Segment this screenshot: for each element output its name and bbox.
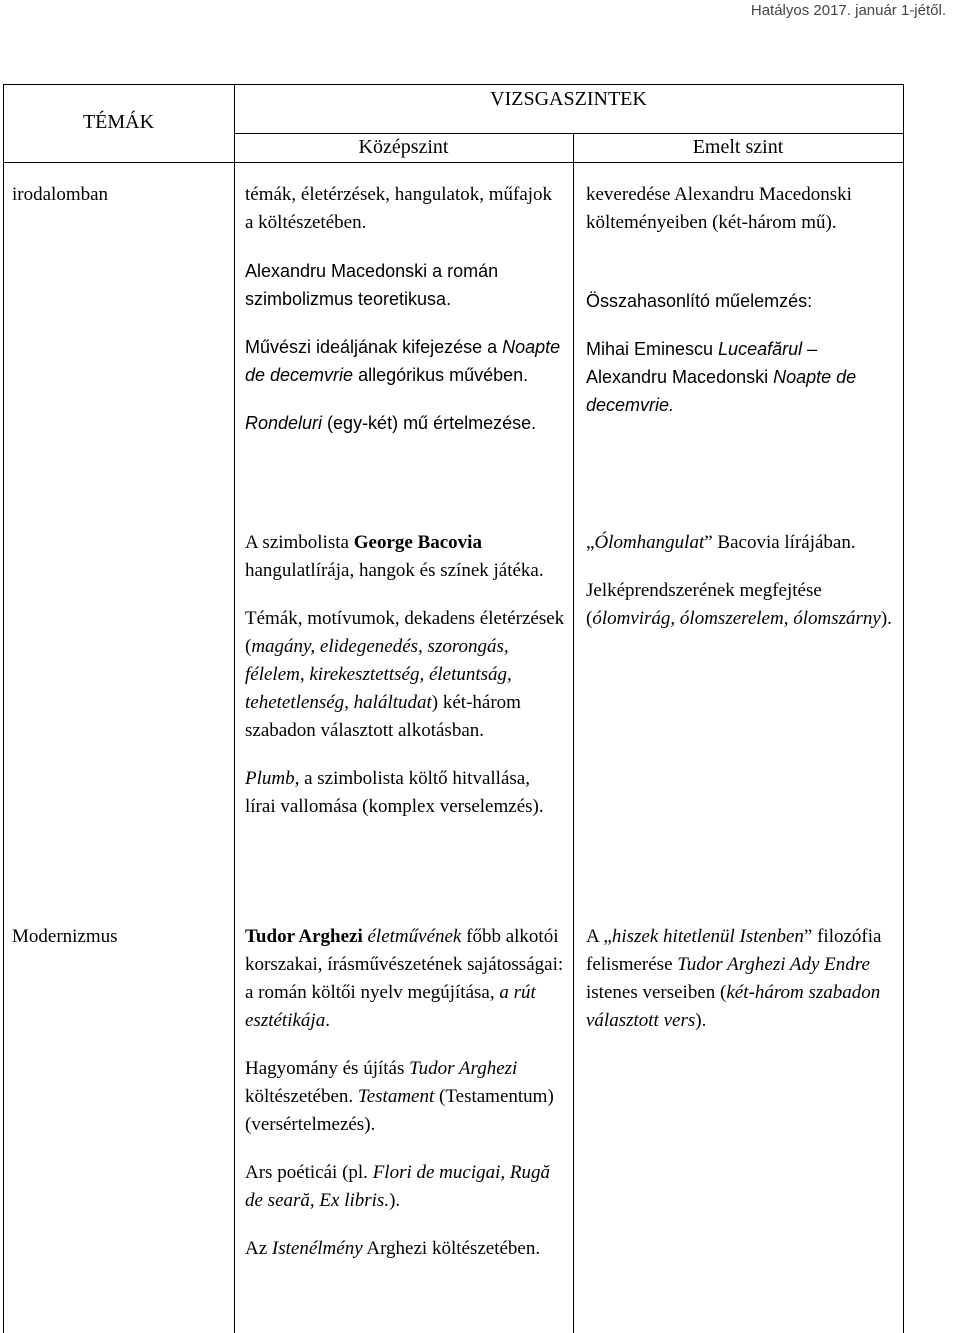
- row3-mid-cell: [245, 923, 565, 1263]
- row1-high-p1: keveredése Alexandru Macedonski költeményeiben (két-három mű).: [586, 184, 852, 233]
- row1-high-p3: Mihai Eminescu Luceafărul – Alexandru Macedonski Noapte de decemvrie.: [586, 339, 857, 415]
- row2-mid-p1: A szimbolista George Bacovia hangulatlírája, hangok és színek játéka.: [245, 532, 544, 581]
- row3-mid-p4: Az Istenélmény Arghezi költészetében.: [245, 1238, 541, 1259]
- row3-high-cell: [586, 923, 896, 1035]
- table-right-border: [903, 84, 904, 1333]
- row1-mid-p4: Rondeluri (egy-két) mű értelmezése.: [245, 413, 537, 433]
- row1-mid-p3: Művészi ideáljának kifejezése a Noapte de decemvrie allegórikus művében.: [245, 337, 561, 385]
- row2-mid-cell: [245, 529, 565, 821]
- topic-irodalomban: irodalomban: [12, 184, 109, 205]
- row1-mid-cell: [245, 181, 565, 437]
- row2-mid-p2: Témák, motívumok, dekadens életérzések (magány, elidegenedés, szorongás, félelem, kirekesztettség, életuntság, tehetetlenség, haláltudat) két-három szabadon választott alkotásban.: [245, 608, 565, 741]
- table-left-border: [3, 84, 4, 1333]
- row1-mid-p1: témák, életérzések, hangulatok, műfajok a költészetében.: [245, 184, 553, 233]
- row2-high-p2: Jelképrendszerének megfejtése (ólomvirág, ólomszerelem, ólomszárny).: [586, 580, 892, 629]
- row3-mid-p2: Hagyomány és újítás Tudor Arghezi költészetében. Testament (Testamentum) (versértelmezés).: [245, 1058, 554, 1135]
- high-level-header: Emelt szint: [692, 136, 784, 158]
- exam-levels-header: VIZSGASZINTEK: [490, 88, 647, 110]
- topic-column-border: [234, 84, 235, 1333]
- topic-modernizmus: Modernizmus: [12, 926, 118, 947]
- validity-note: Hatályos 2017. január 1-jétől.: [750, 2, 946, 19]
- row3-mid-p1: Tudor Arghezi életművének főbb alkotói korszakai, írásművészetének sajátosságai: a román költői nyelv megújítása, a rút esztétikája.: [245, 926, 564, 1031]
- mid-level-header: Középszint: [358, 136, 449, 158]
- row1-high-p2: Összahasonlító műelemzés:: [586, 291, 813, 311]
- row3-mid-p3: Ars poéticái (pl. Flori de mucigai, Rugă de seară, Ex libris.).: [245, 1162, 550, 1211]
- row1-mid-p2: Alexandru Macedonski a román szimbolizmus teoretikusa.: [245, 261, 499, 309]
- header-bottom-border: [3, 162, 903, 163]
- row1-high-cell: [586, 181, 896, 419]
- row2-high-cell: [586, 529, 896, 633]
- row2-mid-p3: Plumb, a szimbolista költő hitvallása, lírai vallomása (komplex verselemzés).: [245, 768, 544, 817]
- level-column-border: [573, 133, 574, 1333]
- topics-header: TÉMÁK: [82, 111, 155, 133]
- row3-high-p1: A „hiszek hitetlenül Istenben” filozófia felismerése Tudor Arghezi Ady Endre istenes verseiben (két-három szabadon választott vers).: [586, 926, 882, 1031]
- row2-high-p1: „Ólomhangulat” Bacovia lírájában.: [586, 532, 856, 553]
